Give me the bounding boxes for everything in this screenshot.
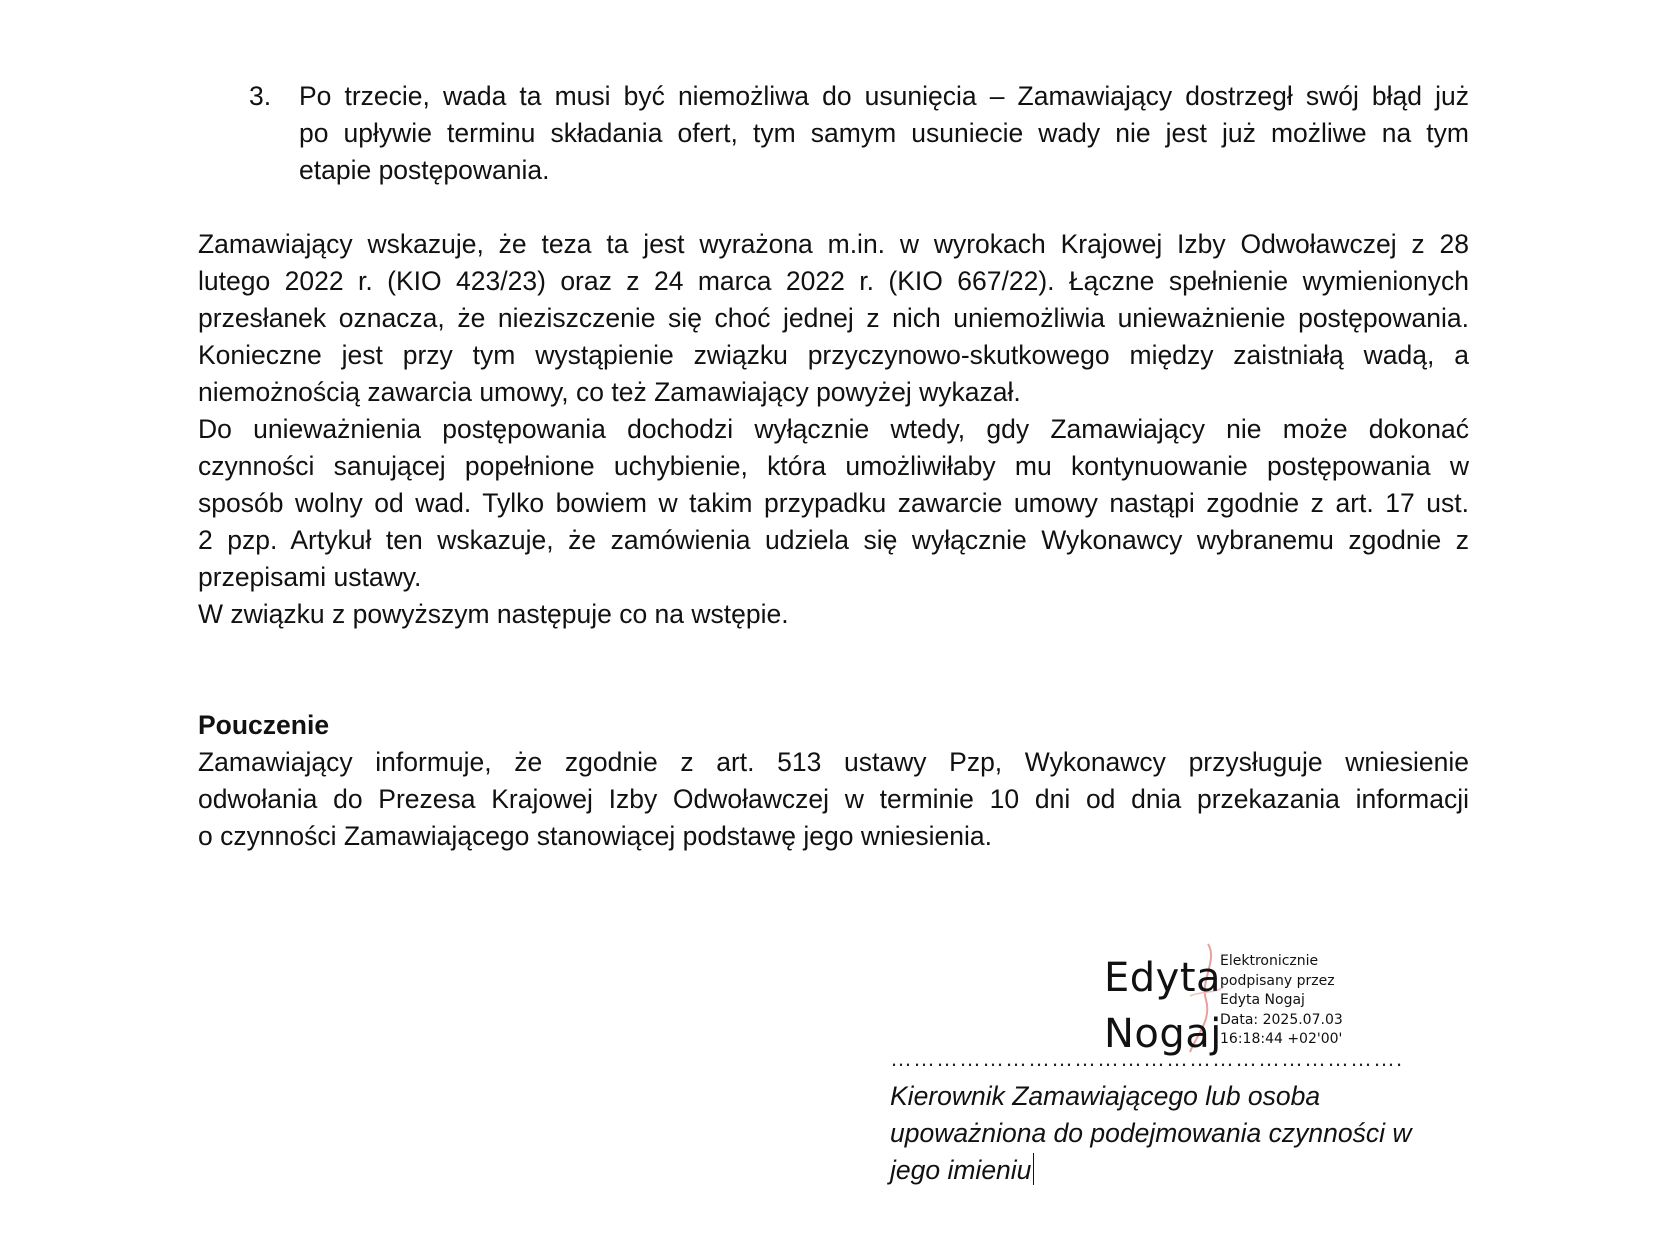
text-line: Zamawiający wskazuje, że teza ta jest wyrażona m.in. w wyrokach Krajowej Izby Odwoławczej z 28 xyxy=(198,229,1469,259)
text-line: czynności sanującej popełnione uchybienie, która umożliwiłaby mu kontynuowanie postępowania w xyxy=(198,451,1469,481)
caption-line: upoważniona do podejmowania czynności w xyxy=(890,1118,1412,1148)
list-item-text xyxy=(299,78,1469,189)
text-line: o czynności Zamawiającego stanowiącej podstawę jego wniesienia. xyxy=(198,821,992,851)
signature-detail-line: podpisany przez xyxy=(1220,972,1335,989)
signature-caption xyxy=(890,1078,1490,1189)
signature-block xyxy=(890,940,1490,1190)
text-line: przepisami ustawy. xyxy=(198,562,422,592)
list-number: 3. xyxy=(249,81,272,111)
signature-details xyxy=(1220,952,1343,1050)
text-line: sposób wolny od wad. Tylko bowiem w takim przypadku zawarcie umowy nastąpi zgodnie z art. 17 ust. xyxy=(198,488,1469,518)
paragraph-kio-rulings xyxy=(198,226,1469,633)
signature-detail-line: Elektronicznie xyxy=(1220,953,1319,969)
text-line: W związku z powyższym następuje co na wstępie. xyxy=(198,599,789,629)
text-line: Zamawiający informuje, że zgodnie z art. 513 ustawy Pzp, Wykonawcy przysługuje wniesienie xyxy=(198,747,1469,777)
paragraph-pouczenie xyxy=(198,744,1469,855)
signature-detail-line: Data: 2025.07.03 xyxy=(1220,1011,1343,1028)
text-line: Konieczne jest przy tym wystąpienie związku przyczynowo-skutkowego między zaistniałą wadą, a xyxy=(198,340,1469,370)
section-heading-pouczenie: Pouczenie xyxy=(198,710,330,740)
text-line: Po trzecie, wada ta musi być niemożliwa do usunięcia – Zamawiający dostrzegł swój błąd już xyxy=(299,81,1469,111)
text-cursor xyxy=(1033,1153,1034,1185)
caption-line-text: jego imieniu xyxy=(890,1155,1032,1185)
text-line: 2 pzp. Artykuł ten wskazuje, że zamówienia udziela się wyłącznie Wykonawcy wybranemu zgodnie z xyxy=(198,525,1469,555)
caption-line-last[interactable] xyxy=(890,1152,1490,1189)
text-line: przesłanek oznacza, że nieziszczenie się choć jednej z nich uniemożliwia unieważnienie postępowania. xyxy=(198,303,1469,333)
text-line: lutego 2022 r. (KIO 423/23) oraz z 24 marca 2022 r. (KIO 667/22). Łączne spełnienie wymienionych xyxy=(198,266,1469,296)
signature-detail-line: Edyta Nogaj xyxy=(1220,992,1305,1008)
signature-dotted-line: …………………………………………………………. xyxy=(890,1046,1404,1071)
text-line: niemożnością zawarcia umowy, co też Zamawiający powyżej wykazał. xyxy=(198,377,1021,407)
signer-first-name: Edyta xyxy=(1104,955,1222,1001)
text-line: po upływie terminu składania ofert, tym samym usuniecie wady nie jest już możliwe na tym xyxy=(299,118,1469,148)
signature-detail-line: 16:18:44 +02'00' xyxy=(1220,1031,1343,1047)
text-line: Do unieważnienia postępowania dochodzi wyłącznie wtedy, gdy Zamawiający nie może dokonać xyxy=(198,414,1469,444)
signer-last-name: Nogaj xyxy=(1104,1011,1222,1057)
text-line: odwołania do Prezesa Krajowej Izby Odwoławczej w terminie 10 dni od dnia przekazania informacji xyxy=(198,784,1469,814)
caption-line: Kierownik Zamawiającego lub osoba xyxy=(890,1081,1321,1111)
text-line: etapie postępowania. xyxy=(299,155,550,185)
